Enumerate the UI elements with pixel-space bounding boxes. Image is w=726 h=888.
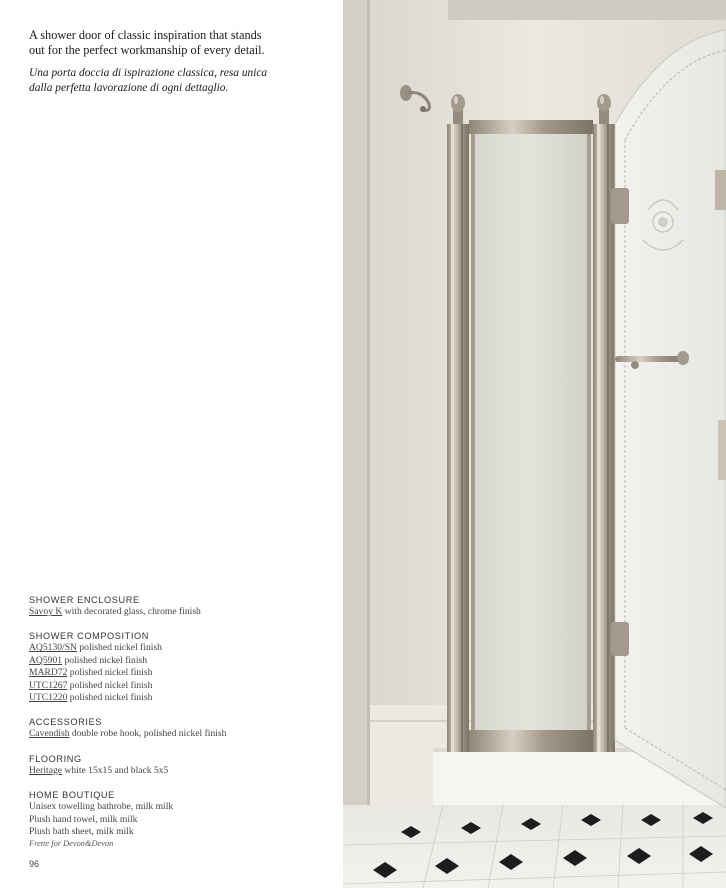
section-shower-composition [29, 630, 329, 704]
product-specs [29, 594, 329, 861]
spec-line: Plush bath sheet, milk milk [29, 826, 134, 838]
spec-line: Unisex towelling bathrobe, milk milk [29, 801, 174, 813]
section-heading: HOME BOUTIQUE [29, 790, 115, 801]
spec-description: double robe hook, polished nickel finish [69, 728, 227, 740]
section-flooring [29, 753, 329, 777]
door-hinge-icon [611, 622, 629, 656]
product-code-link[interactable]: Heritage [29, 764, 63, 776]
floor [343, 805, 726, 888]
shower-photo [343, 0, 726, 888]
shower-fitting [715, 170, 726, 210]
product-code-link[interactable]: UTC1267 [29, 679, 68, 691]
section-shower-enclosure [29, 594, 329, 618]
spec-description: with decorated glass, chrome finish [62, 606, 201, 617]
page-number: 96 [29, 859, 40, 869]
section-accessories [29, 716, 329, 740]
door-hinge-icon [611, 188, 629, 224]
wall-pilaster [343, 0, 367, 888]
shower-fitting [718, 420, 726, 480]
product-code-link[interactable]: Cavendish [29, 728, 70, 740]
spec-line [29, 765, 329, 777]
brand-credit: Frette for Devon&Devon [29, 839, 114, 849]
spec-line [29, 667, 329, 679]
spec-description: polished nickel finish [76, 642, 162, 654]
section-home-boutique [29, 789, 329, 849]
spec-description: polished nickel finish [67, 679, 153, 691]
intro-italian: Una porta doccia di ispirazione classica, resa unica dalla perfetta lavorazione di ogni dettaglio. [29, 67, 268, 94]
section-heading: SHOWER COMPOSITION [29, 631, 150, 642]
spec-description: white 15x15 and black 5x5 [62, 764, 169, 776]
intro-block [29, 28, 269, 96]
finial-icon [451, 94, 465, 124]
spec-line [29, 680, 329, 692]
product-code-link[interactable]: UTC1220 [29, 692, 68, 704]
spec-line [29, 692, 329, 704]
section-heading: ACCESSORIES [29, 717, 102, 728]
spec-description: polished nickel finish [67, 667, 153, 679]
ceiling-recess [448, 0, 726, 20]
spec-line [29, 655, 329, 667]
product-code-link[interactable]: AQ5130/SN [29, 642, 77, 654]
spec-description: polished nickel finish [62, 654, 148, 666]
pilaster-edge [367, 0, 370, 888]
intro-english: A shower door of classic inspiration that stands out for the perfect workmanship of every detail. [29, 28, 265, 57]
text-column [0, 0, 343, 888]
shower-fixed-panel [447, 120, 615, 752]
spec-line: Plush hand towel, milk milk [29, 813, 138, 825]
product-code-link[interactable]: AQ5901 [29, 654, 63, 666]
spec-description: polished nickel finish [67, 692, 153, 704]
shower-door [615, 30, 726, 808]
finial-icon [597, 94, 611, 124]
section-heading: SHOWER ENCLOSURE [29, 595, 140, 605]
spec-line [29, 728, 329, 740]
shower-illustration [343, 0, 726, 888]
product-code-link[interactable]: Savoy K [29, 606, 63, 617]
spec-line [29, 642, 329, 654]
spec-line [29, 606, 329, 618]
product-code-link[interactable]: MARD72 [29, 667, 68, 679]
section-heading: FLOORING [29, 753, 82, 764]
